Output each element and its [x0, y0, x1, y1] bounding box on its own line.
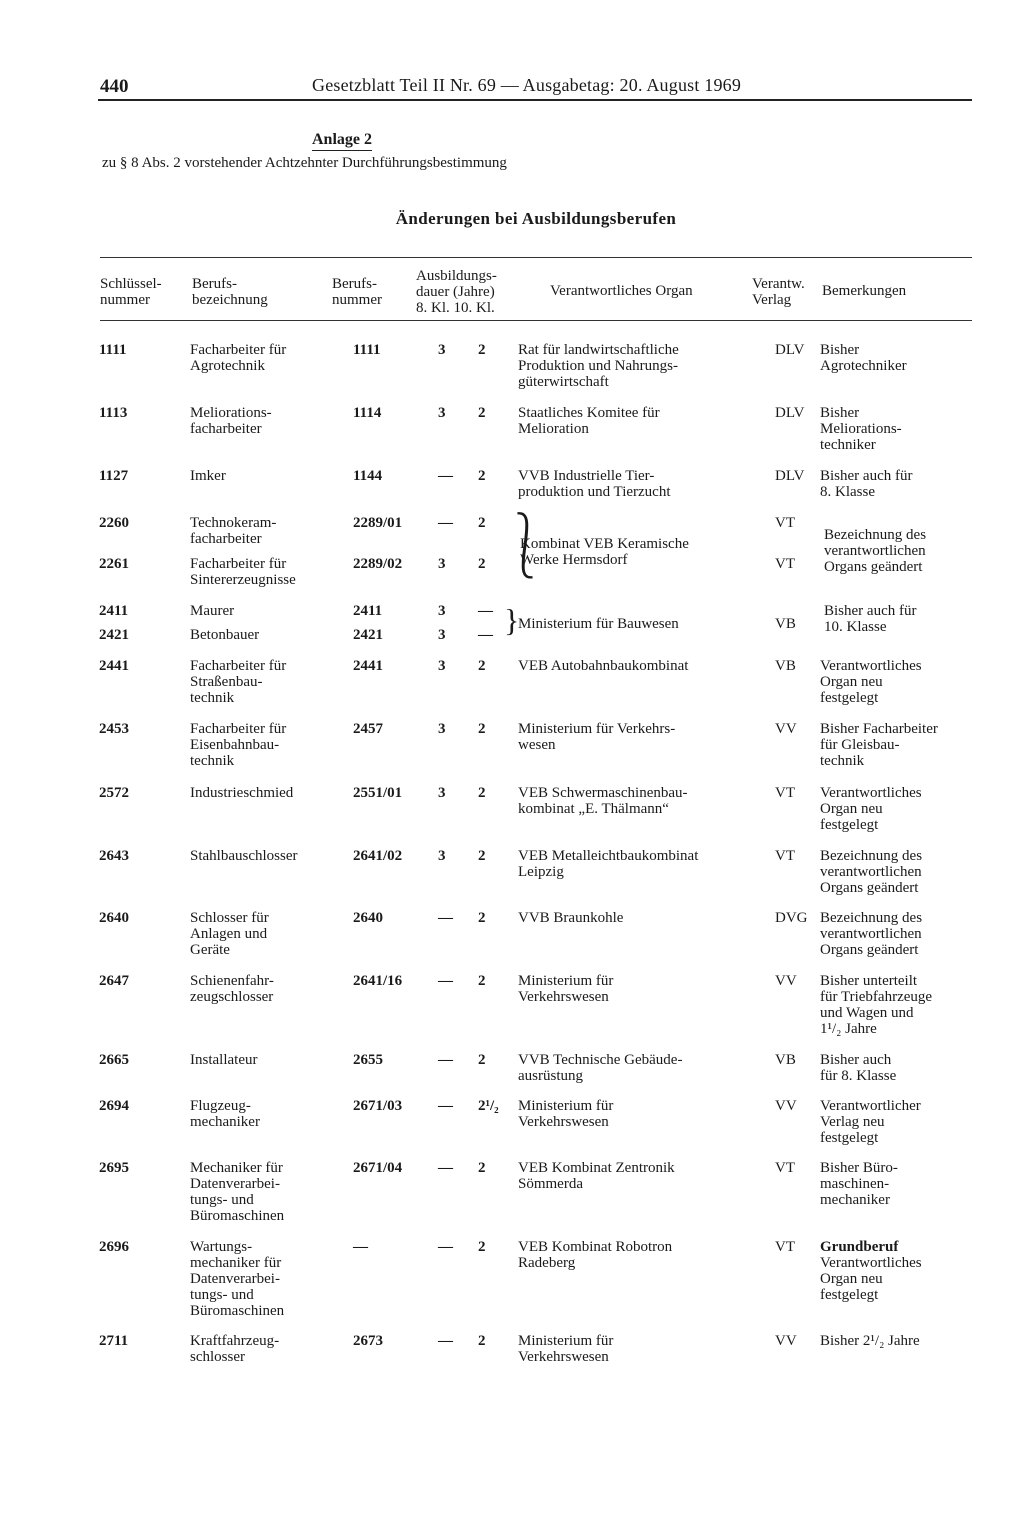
duration-10-cell: 2 [478, 1333, 486, 1349]
job-cell-line: Stahlbauschlosser [190, 848, 298, 864]
duration-10-cell: 2 [478, 342, 486, 358]
group-verlag-bau: VB [775, 616, 796, 632]
job-cell-line: Eisenbahnbau- [190, 737, 280, 753]
organ-cell-line: VEB Kombinat Zentronik [518, 1160, 675, 1176]
number-cell: 2421 [353, 627, 383, 643]
remarks-cell [820, 848, 922, 896]
job-cell-line: Facharbeiter für [190, 556, 287, 572]
organ-cell-line: wesen [518, 737, 556, 753]
duration-8-cell: — [438, 1333, 453, 1349]
organ-cell [518, 342, 679, 390]
number-cell: 1144 [353, 468, 383, 484]
job-cell-line: Agrotechnik [190, 358, 265, 374]
remarks-cell-line: Bisher Büro- [820, 1160, 898, 1176]
duration-8-cell: 3 [438, 658, 446, 674]
duration-8-cell: 3 [438, 556, 446, 572]
remarks-cell [820, 721, 938, 769]
table-title: Änderungen bei Ausbildungsberufen [395, 209, 677, 228]
duration-8-cell: 3 [438, 603, 446, 619]
duration-10-cell: 2 [478, 973, 486, 989]
number-cell: 2441 [353, 658, 383, 674]
duration-8-cell: 3 [438, 721, 446, 737]
job-cell [190, 556, 296, 588]
duration-8-cell: — [438, 1160, 453, 1176]
organ-cell [518, 848, 698, 880]
job-cell [190, 1239, 284, 1319]
organ-cell-line: Sömmerda [518, 1176, 583, 1192]
duration-10-cell: 2 [478, 1160, 486, 1176]
organ-cell [518, 468, 671, 500]
key-cell: 2643 [99, 848, 129, 864]
duration-8-cell: 3 [438, 405, 446, 421]
duration-10-cell: 2 [478, 785, 486, 801]
column-header-organ: Verantwortliches Organ [550, 283, 693, 299]
group-brace-keramik: ⎱ [505, 510, 545, 583]
verlag-cell: VV [775, 973, 797, 989]
remarks-cell-line: mechaniker [820, 1192, 890, 1208]
key-cell: 2647 [99, 973, 129, 989]
remarks-cell-line: Bezeichnung des [820, 848, 923, 864]
job-cell [190, 785, 293, 801]
organ-cell [518, 658, 688, 674]
duration-8-cell: 3 [438, 785, 446, 801]
job-cell [190, 603, 234, 619]
job-cell-line: Facharbeiter für [190, 721, 287, 737]
job-cell-line: Mechaniker für [190, 1160, 283, 1176]
organ-cell-line: VVB Braunkohle [518, 910, 624, 926]
verlag-cell: DVG [775, 910, 808, 926]
remarks-cell-line: Bisher auch für [820, 468, 913, 484]
organ-cell-line: Ministerium für [518, 1098, 614, 1114]
organ-cell-line: VEB Kombinat Robotron [518, 1239, 673, 1255]
organ-cell-line: VVB Industrielle Tier- [518, 468, 655, 484]
remarks-cell-line: Bisher [820, 342, 860, 358]
duration-8-cell: 3 [438, 627, 446, 643]
organ-cell-line: VEB Metalleichtbaukombinat [518, 848, 699, 864]
column-header-number: Berufs- nummer [332, 276, 382, 308]
remarks-cell-line: für Gleisbau- [820, 737, 900, 753]
duration-10-cell: 2 [478, 910, 486, 926]
key-cell: 1127 [99, 468, 129, 484]
group-brace-bau: } [504, 602, 520, 638]
remarks-cell-line: Bisher unterteilt [820, 973, 918, 989]
organ-cell-line: ausrüstung [518, 1068, 583, 1084]
duration-10-cell: 2 [478, 1239, 486, 1255]
remarks-cell-line: Organ neu [820, 801, 883, 817]
key-cell: 2421 [99, 627, 129, 643]
remarks-cell [820, 1052, 896, 1084]
remarks-cell-line: festgelegt [820, 690, 879, 706]
remarks-cell-line: festgelegt [820, 817, 879, 833]
verlag-cell: VB [775, 658, 796, 674]
duration-10-cell: — [478, 627, 493, 643]
verlag-cell: VT [775, 515, 795, 531]
remarks-cell [820, 658, 922, 706]
verlag-cell: DLV [775, 405, 805, 421]
job-cell-line: mechaniker [190, 1114, 260, 1130]
remarks-cell [820, 1255, 922, 1303]
number-cell: 1111 [353, 342, 381, 358]
job-cell-line: Anlagen und [190, 926, 268, 942]
job-cell [190, 1052, 257, 1068]
verlag-cell: VT [775, 556, 795, 572]
number-cell: 2640 [353, 910, 383, 926]
duration-10-cell: 2¹/₂ [478, 1098, 499, 1114]
job-cell-line: Facharbeiter für [190, 342, 287, 358]
verlag-cell: VV [775, 1333, 797, 1349]
key-cell: 2572 [99, 785, 129, 801]
duration-10-cell: — [478, 603, 493, 619]
remarks-cell-line: 8. Klasse [820, 484, 875, 500]
job-cell-line: Facharbeiter für [190, 658, 287, 674]
remarks-cell-line: 1¹/₂ Jahre [820, 1021, 877, 1037]
job-cell [190, 1333, 279, 1365]
organ-cell [518, 1160, 675, 1192]
annex-title: Anlage 2 [312, 130, 372, 151]
number-cell: — [353, 1239, 368, 1255]
organ-cell [518, 1239, 672, 1271]
job-cell [190, 721, 286, 769]
organ-cell-line: Ministerium für [518, 973, 614, 989]
organ-cell-line: güterwirtschaft [518, 374, 609, 390]
key-cell: 2260 [99, 515, 129, 531]
job-cell [190, 848, 297, 864]
duration-8-cell: — [438, 973, 453, 989]
number-cell: 2551/01 [353, 785, 403, 801]
remarks-cell-line: und Wagen und [820, 1005, 914, 1021]
organ-cell-line: VEB Schwermaschinenbau- [518, 785, 688, 801]
column-header-duration: Ausbildungs- dauer (Jahre) 8. Kl. 10. Kl. [416, 268, 497, 316]
duration-10-cell: 2 [478, 405, 486, 421]
job-cell-line: schlosser [190, 1349, 245, 1365]
job-cell [190, 342, 286, 374]
job-cell-line: Schienenfahr- [190, 973, 274, 989]
number-cell: 2671/04 [353, 1160, 403, 1176]
remarks-cell-line: maschinen- [820, 1176, 890, 1192]
organ-cell-line: Melioration [518, 421, 589, 437]
job-cell-line: tungs- und [190, 1192, 254, 1208]
organ-cell [518, 910, 623, 926]
job-cell-line: Geräte [190, 942, 230, 958]
organ-cell-line: kombinat „E. Thälmann“ [518, 801, 669, 817]
duration-8-cell: — [438, 1052, 453, 1068]
key-cell: 1111 [99, 342, 127, 358]
duration-10-cell: 2 [478, 848, 486, 864]
organ-cell-line: VEB Autobahnbaukombinat [518, 658, 689, 674]
remarks-cell-line: verantwortlichen [820, 864, 922, 880]
number-cell: 2655 [353, 1052, 383, 1068]
organ-cell-line: Staatliches Komitee für [518, 405, 660, 421]
remarks-cell-line: Verantwortliches [820, 785, 922, 801]
remarks-cell [820, 1333, 920, 1349]
organ-cell-line: Verkehrswesen [518, 989, 609, 1005]
job-cell [190, 627, 259, 643]
job-cell-line: Büromaschinen [190, 1303, 285, 1319]
key-cell: 2694 [99, 1098, 129, 1114]
remarks-cell-line: Bisher [820, 405, 860, 421]
remarks-cell-line: Organs geändert [820, 942, 919, 958]
group-remarks-bau: Bisher auch für 10. Klasse [824, 603, 917, 635]
key-cell: 2711 [99, 1333, 129, 1349]
organ-cell [518, 1333, 613, 1365]
remarks-cell-line: Meliorations- [820, 421, 902, 437]
remarks-cell [820, 342, 907, 374]
number-cell: 2411 [353, 603, 383, 619]
key-cell: 2411 [99, 603, 129, 619]
remarks-cell-line: Organs geändert [820, 880, 919, 896]
job-cell-line: Sintererzeugnisse [190, 572, 296, 588]
job-cell-line: tungs- und [190, 1287, 254, 1303]
duration-10-cell: 2 [478, 1052, 486, 1068]
key-cell: 2665 [99, 1052, 129, 1068]
duration-8-cell: 3 [438, 342, 446, 358]
organ-cell-line: VVB Technische Gebäude- [518, 1052, 683, 1068]
column-header-remarks: Bemerkungen [822, 283, 907, 299]
remarks-cell-line: Bisher auch [820, 1052, 892, 1068]
annex-subtitle: zu § 8 Abs. 2 vorstehender Achtzehnter Durchführungsbestimmung [102, 155, 507, 171]
organ-cell [518, 785, 688, 817]
key-cell: 2453 [99, 721, 129, 737]
job-cell-line: mechaniker für [190, 1255, 282, 1271]
remarks-cell [820, 405, 902, 453]
number-cell: 2641/02 [353, 848, 403, 864]
duration-8-cell: — [438, 1239, 453, 1255]
job-cell-line: technik [190, 753, 235, 769]
organ-cell [518, 721, 675, 753]
job-cell-line: Industrieschmied [190, 785, 294, 801]
number-cell: 2671/03 [353, 1098, 403, 1114]
remarks-cell-line: technik [820, 753, 865, 769]
duration-8-cell: 3 [438, 848, 446, 864]
job-cell-line: Imker [190, 468, 226, 484]
job-cell-line: Wartungs- [190, 1239, 253, 1255]
job-cell-line: Büromaschinen [190, 1208, 285, 1224]
job-cell [190, 658, 286, 706]
organ-cell-line: Produktion und Nahrungs- [518, 358, 678, 374]
organ-cell [518, 1052, 682, 1084]
column-header-verlag: Verantw. Verlag [752, 276, 805, 308]
organ-cell-line: Radeberg [518, 1255, 576, 1271]
header-rule [98, 99, 972, 101]
remarks-cell-line: Bisher 2¹/₂ Jahre [820, 1333, 920, 1349]
job-cell-line: facharbeiter [190, 421, 262, 437]
job-cell [190, 405, 272, 437]
remarks-cell-line: für Triebfahrzeuge [820, 989, 933, 1005]
page-number: 440 [100, 76, 129, 97]
job-cell-line: technik [190, 690, 235, 706]
key-cell: 2695 [99, 1160, 129, 1176]
remarks-cell [820, 785, 922, 833]
number-cell: 2673 [353, 1333, 383, 1349]
organ-cell-line: Rat für landwirtschaftliche [518, 342, 679, 358]
group-remarks-keramik: Bezeichnung des verantwortlichen Organs geändert [824, 527, 927, 575]
job-cell-line: zeugschlosser [190, 989, 274, 1005]
table-header-rule [100, 320, 972, 321]
number-cell: 2289/01 [353, 515, 403, 531]
job-cell-line: Technokeram- [190, 515, 277, 531]
remarks-cell [820, 973, 932, 1037]
remarks-cell-line: für 8. Klasse [820, 1068, 897, 1084]
remarks-cell-line: festgelegt [820, 1287, 879, 1303]
number-cell: 2289/02 [353, 556, 403, 572]
remarks-bold-cell: Grundberuf [820, 1239, 899, 1255]
duration-8-cell: — [438, 1098, 453, 1114]
duration-10-cell: 2 [478, 658, 486, 674]
running-head: Gesetzblatt Teil II Nr. 69 — Ausgabetag: 20. August 1969 [312, 75, 742, 95]
verlag-cell: VT [775, 1239, 795, 1255]
remarks-cell-line: techniker [820, 437, 876, 453]
duration-8-cell: — [438, 468, 453, 484]
remarks-cell [820, 910, 922, 958]
verlag-cell: VT [775, 785, 795, 801]
remarks-cell-line: Bisher Facharbeiter [820, 721, 938, 737]
duration-8-cell: — [438, 910, 453, 926]
column-header-key: Schlüssel- nummer [100, 276, 162, 308]
remarks-cell-line: Verantwortliches [820, 658, 922, 674]
duration-10-cell: 2 [478, 556, 486, 572]
remarks-cell-line: Organ neu [820, 674, 883, 690]
key-cell: 2441 [99, 658, 129, 674]
remarks-cell-line: festgelegt [820, 1130, 879, 1146]
job-cell [190, 1098, 260, 1130]
key-cell: 2696 [99, 1239, 129, 1255]
organ-cell [518, 405, 660, 437]
job-cell-line: Datenverarbei- [190, 1271, 280, 1287]
job-cell-line: Schlosser für [190, 910, 269, 926]
remarks-cell-line: verantwortlichen [820, 926, 922, 942]
key-cell: 1113 [99, 405, 128, 421]
verlag-cell: DLV [775, 468, 805, 484]
number-cell: 2457 [353, 721, 383, 737]
organ-cell-line: Verkehrswesen [518, 1349, 609, 1365]
remarks-cell [820, 1098, 921, 1146]
remarks-cell [820, 468, 912, 500]
organ-cell-line: Leipzig [518, 864, 564, 880]
group-organ-keramik: Kombinat VEB Keramische Werke Hermsdorf [520, 536, 689, 568]
organ-cell [518, 1098, 613, 1130]
remarks-cell-line: Verlag neu [820, 1114, 885, 1130]
remarks-cell [820, 1160, 898, 1208]
job-cell [190, 973, 274, 1005]
organ-cell-line: Verkehrswesen [518, 1114, 609, 1130]
table-top-rule [100, 257, 972, 258]
column-header-job: Berufs- bezeichnung [192, 276, 268, 308]
verlag-cell: VV [775, 721, 797, 737]
remarks-cell-line: Verantwortliches [820, 1255, 922, 1271]
verlag-cell: DLV [775, 342, 805, 358]
job-cell-line: Betonbauer [190, 627, 260, 643]
job-cell [190, 468, 226, 484]
verlag-cell: VV [775, 1098, 797, 1114]
verlag-cell: VT [775, 848, 795, 864]
number-cell: 1114 [353, 405, 382, 421]
job-cell-line: facharbeiter [190, 531, 262, 547]
job-cell [190, 515, 276, 547]
job-cell-line: Meliorations- [190, 405, 272, 421]
job-cell-line: Straßenbau- [190, 674, 263, 690]
organ-cell-line: Ministerium für Verkehrs- [518, 721, 676, 737]
duration-10-cell: 2 [478, 721, 486, 737]
key-cell: 2261 [99, 556, 129, 572]
verlag-cell: VT [775, 1160, 795, 1176]
duration-10-cell: 2 [478, 515, 486, 531]
job-cell [190, 910, 269, 958]
remarks-cell-line: Verantwortlicher [820, 1098, 921, 1114]
job-cell-line: Installateur [190, 1052, 258, 1068]
verlag-cell: VB [775, 1052, 796, 1068]
job-cell-line: Kraftfahrzeug- [190, 1333, 280, 1349]
remarks-cell-line: Organ neu [820, 1271, 883, 1287]
number-cell: 2641/16 [353, 973, 403, 989]
remarks-cell-line: Agrotechniker [820, 358, 907, 374]
duration-10-cell: 2 [478, 468, 486, 484]
job-cell-line: Maurer [190, 603, 235, 619]
job-cell-line: Flugzeug- [190, 1098, 251, 1114]
remarks-cell-line: Bezeichnung des [820, 910, 923, 926]
job-cell-line: Datenverarbei- [190, 1176, 280, 1192]
organ-cell-line: Ministerium für [518, 1333, 614, 1349]
key-cell: 2640 [99, 910, 129, 926]
organ-cell-line: produktion und Tierzucht [518, 484, 671, 500]
job-cell [190, 1160, 284, 1224]
organ-cell [518, 973, 613, 1005]
group-organ-bau: Ministerium für Bauwesen [518, 616, 679, 632]
duration-8-cell: — [438, 515, 453, 531]
